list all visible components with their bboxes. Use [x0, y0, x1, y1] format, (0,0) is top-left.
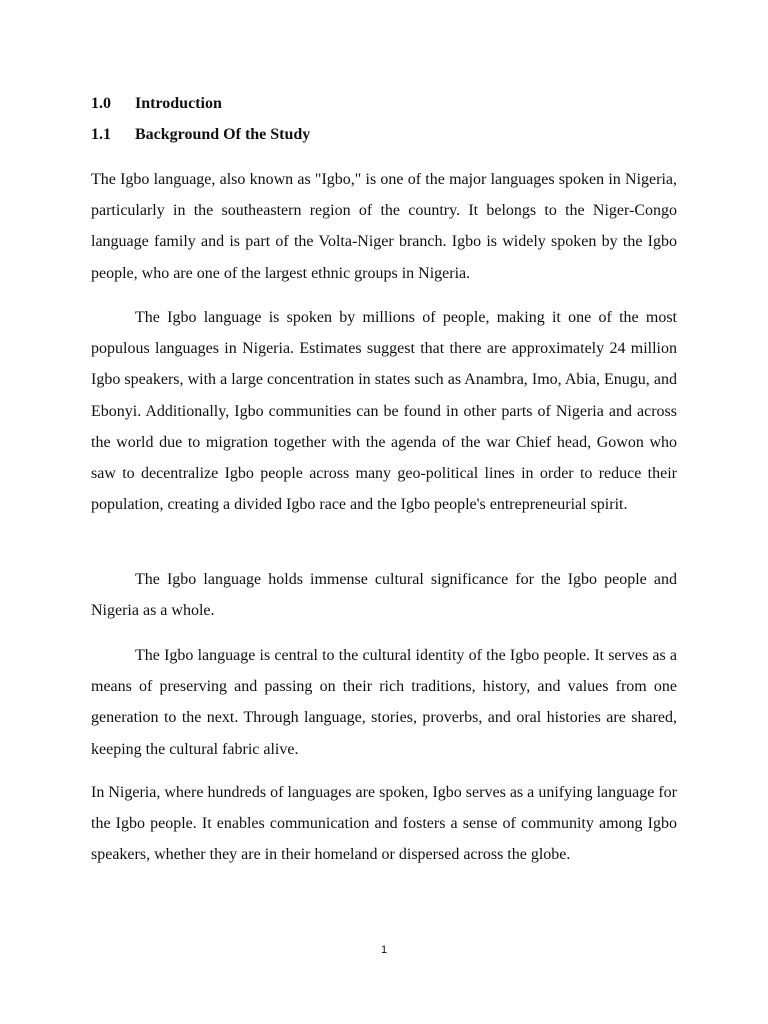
paragraph-5: In Nigeria, where hundreds of languages are spoken, Igbo serves as a unifying language for the Igbo people. It enables communication and fosters a sense of community among Igbo speakers, whether they are in their homeland or dispersed across the globe.: [91, 784, 677, 864]
section-heading-background: [91, 125, 310, 145]
section-heading-introduction: [91, 94, 222, 114]
section-number: 1.0: [91, 95, 111, 112]
section-number: 1.1: [91, 126, 111, 143]
section-title: Introduction: [135, 95, 222, 112]
paragraph-2: The Igbo language is spoken by millions of people, making it one of the most populous languages in Nigeria. Estimates suggest that there are approximately 24 million Igbo speakers, with a large concentration in states such as Anambra, Imo, Abia, Enugu, and Ebonyi. Additionally, Igbo communities can be found in other parts of Nigeria and across the world due to migration together with the agenda of the war Chief head, Gowon who saw to decentralize Igbo people across many geo-political lines in order to reduce their population, creating a divided Igbo race and the Igbo people's entrepreneurial spirit.: [91, 309, 677, 514]
section-title: Background Of the Study: [135, 126, 311, 143]
paragraph-4: The Igbo language is central to the cultural identity of the Igbo people. It serves as a means of preserving and passing on their rich traditions, history, and values from one generation to the next. Through language, stories, proverbs, and oral histories are shared, keeping the cultural fabric alive.: [91, 647, 677, 758]
paragraph-3: The Igbo language holds immense cultural significance for the Igbo people and Nigeria as a whole.: [91, 571, 677, 620]
paragraph-1: The Igbo language, also known as "Igbo," is one of the major languages spoken in Nigeria, particularly in the southeastern region of the country. It belongs to the Niger-Congo language family and is part of the Volta-Niger branch. Igbo is widely spoken by the Igbo people, who are one of the largest ethnic groups in Nigeria.: [91, 171, 677, 282]
page-number: 1: [380, 944, 388, 956]
